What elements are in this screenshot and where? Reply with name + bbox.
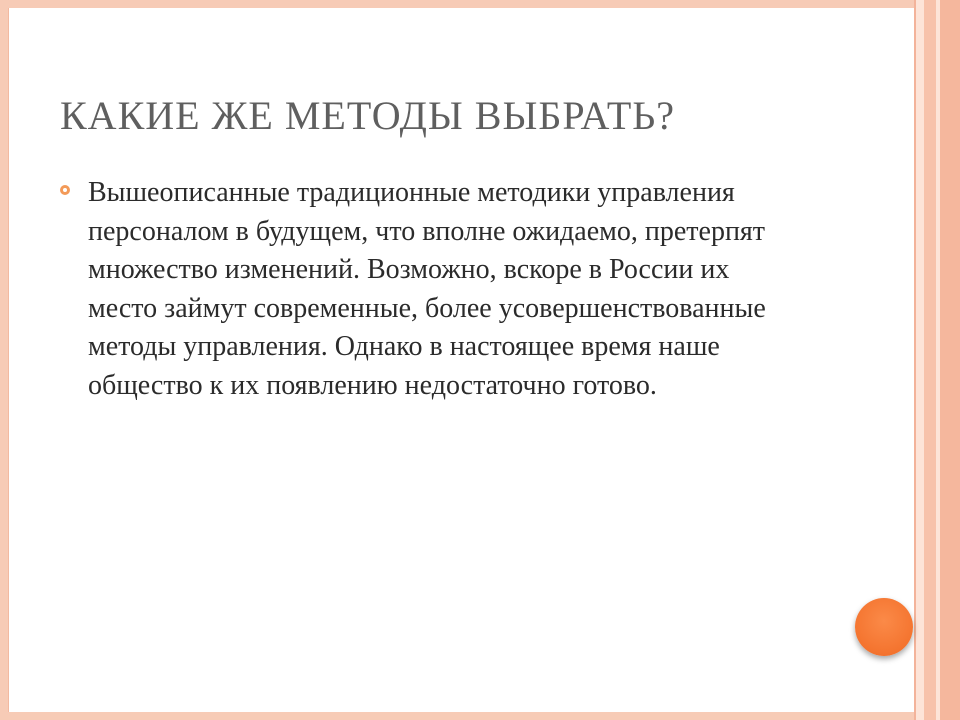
frame-bottom-border	[0, 712, 960, 720]
stripe	[924, 0, 936, 720]
circle-bullet-icon	[60, 185, 70, 195]
right-decorative-stripes	[914, 0, 960, 720]
stripe	[940, 0, 960, 720]
slide-body	[60, 174, 820, 405]
slide-title: КАКИЕ ЖЕ МЕТОДЫ ВЫБРАТЬ?	[60, 93, 675, 138]
frame-left-border	[0, 0, 8, 720]
bullet-item	[60, 174, 820, 405]
stripe	[916, 0, 924, 720]
bullet-text: Вышеописанные традиционные методики управления персоналом в будущем, что вполне ожидаемо, претерпят множество изменений. Возможно, вскоре в России их место займут современные, более усовершенствованные методы управления. Однако в настоящее время наше общество к их появлению недостаточно готово.	[88, 177, 766, 401]
orange-circle-decoration	[855, 598, 913, 656]
frame-top-border	[0, 0, 960, 8]
frame-inner-line	[8, 8, 9, 712]
